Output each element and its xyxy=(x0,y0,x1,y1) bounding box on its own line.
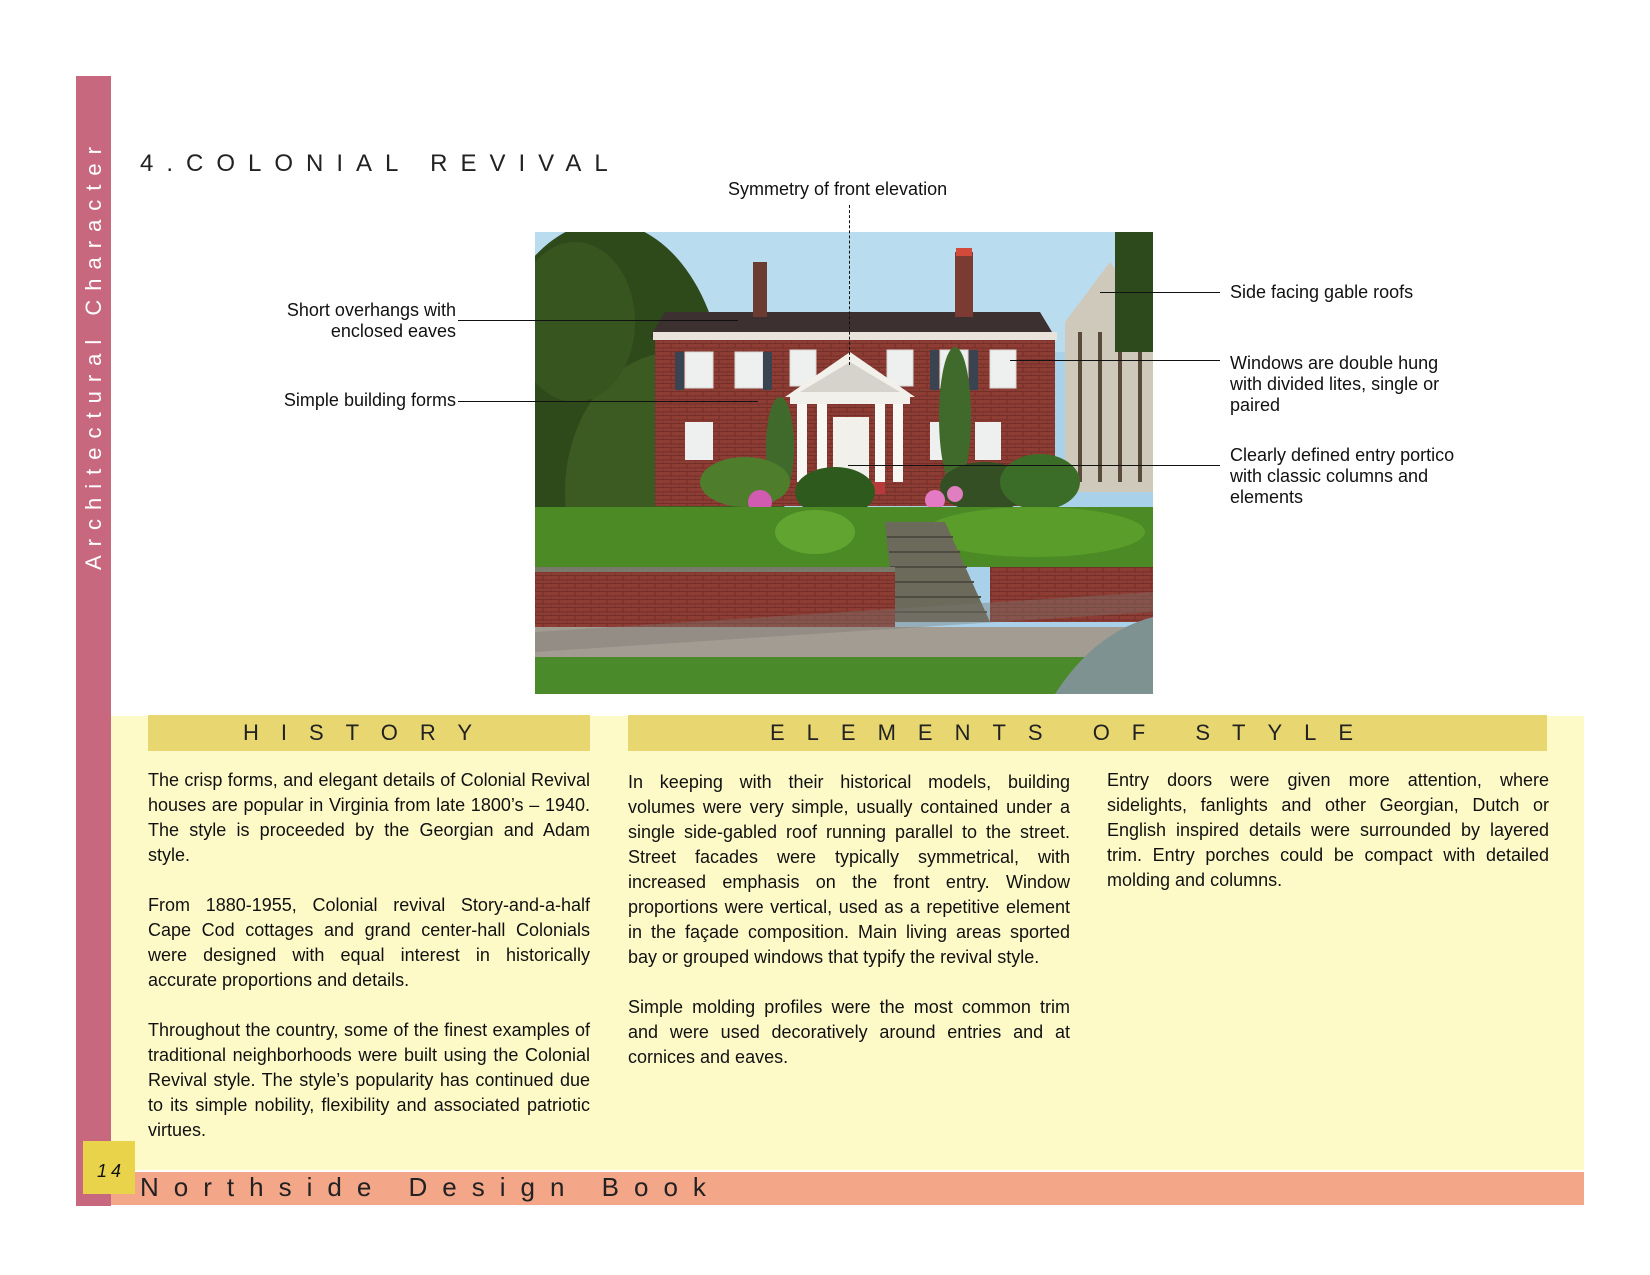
symmetry-leader xyxy=(849,205,850,365)
callout-windows xyxy=(1230,353,1439,416)
simple-forms-leader xyxy=(458,401,758,402)
history-heading: HISTORY xyxy=(148,715,590,751)
callout-portico-line2: with classic columns and xyxy=(1230,466,1429,486)
page-title: 4.COLONIAL REVIVAL xyxy=(140,150,621,177)
callout-overhangs-line1: Short overhangs with xyxy=(286,300,456,320)
history-column xyxy=(148,768,590,1168)
callout-windows-line2: with divided lites, single or xyxy=(1230,374,1440,394)
callout-portico xyxy=(1230,445,1454,508)
callout-portico-line1: Clearly defined entry portico xyxy=(1230,445,1455,465)
windows-leader xyxy=(1010,360,1220,361)
callout-overhangs xyxy=(230,300,456,342)
history-paragraph-2: From 1880-1955, Colonial revival Story-and-a-half Cape Cod cottages and grand center-hall Colonials were designed with equal interest in historically accurate proportions and details. xyxy=(148,895,590,990)
callout-portico-line3: elements xyxy=(1230,487,1304,507)
page-number: 14 xyxy=(83,1141,135,1194)
callout-gable-roofs: Side facing gable roofs xyxy=(1230,282,1414,302)
history-paragraph-1: The crisp forms, and elegant details of Colonial Revival houses are popular in Virginia from late 1800’s – 1940. The style is proceeded by the Georgian and Adam style. xyxy=(148,770,590,865)
book-title: Northside Design Book xyxy=(140,1172,721,1202)
history-paragraph-3: Throughout the country, some of the finest examples of traditional neighborhoods were built using the Colonial Revival style. The style’s popularity has continued due to its simple nobility, flexibility and associated patriotic virtues. xyxy=(148,1020,590,1140)
portico-leader xyxy=(848,465,1220,466)
elements-paragraph-2: Simple molding profiles were the most common trim and were used decoratively around entries and at cornices and eaves. xyxy=(628,997,1070,1067)
callout-windows-line1: Windows are double hung xyxy=(1230,353,1439,373)
gable-roofs-leader xyxy=(1100,292,1220,293)
elements-paragraph-3: Entry doors were given more attention, where sidelights, fanlights and other Georgian, Dutch or English inspired details were surrounded by layered trim. Entry porches could be compact with detailed molding and columns. xyxy=(1107,770,1549,890)
callout-windows-line3: paired xyxy=(1230,395,1281,415)
sidebar-label: Architectural Character xyxy=(81,138,106,570)
elements-column-1 xyxy=(628,770,1070,1095)
callout-simple-forms: Simple building forms xyxy=(283,390,456,410)
elements-heading: ELEMENTS OF STYLE xyxy=(628,715,1547,751)
overhangs-leader xyxy=(458,320,738,321)
callout-symmetry: Symmetry of front elevation xyxy=(728,179,948,199)
elements-column-2 xyxy=(1107,768,1549,918)
house-photo xyxy=(535,232,1153,694)
elements-paragraph-1: In keeping with their historical models, building volumes were very simple, usually contained under a single side-gabled roof running parallel to the street. Street facades were typically symmetrical, with increased emphasis on the front entry. Window proportions were vertical, used as a repetitive element in the façade composition. Main living areas sported bay or grouped windows that typify the revival style. xyxy=(628,772,1070,967)
callout-overhangs-line2: enclosed eaves xyxy=(330,321,456,341)
